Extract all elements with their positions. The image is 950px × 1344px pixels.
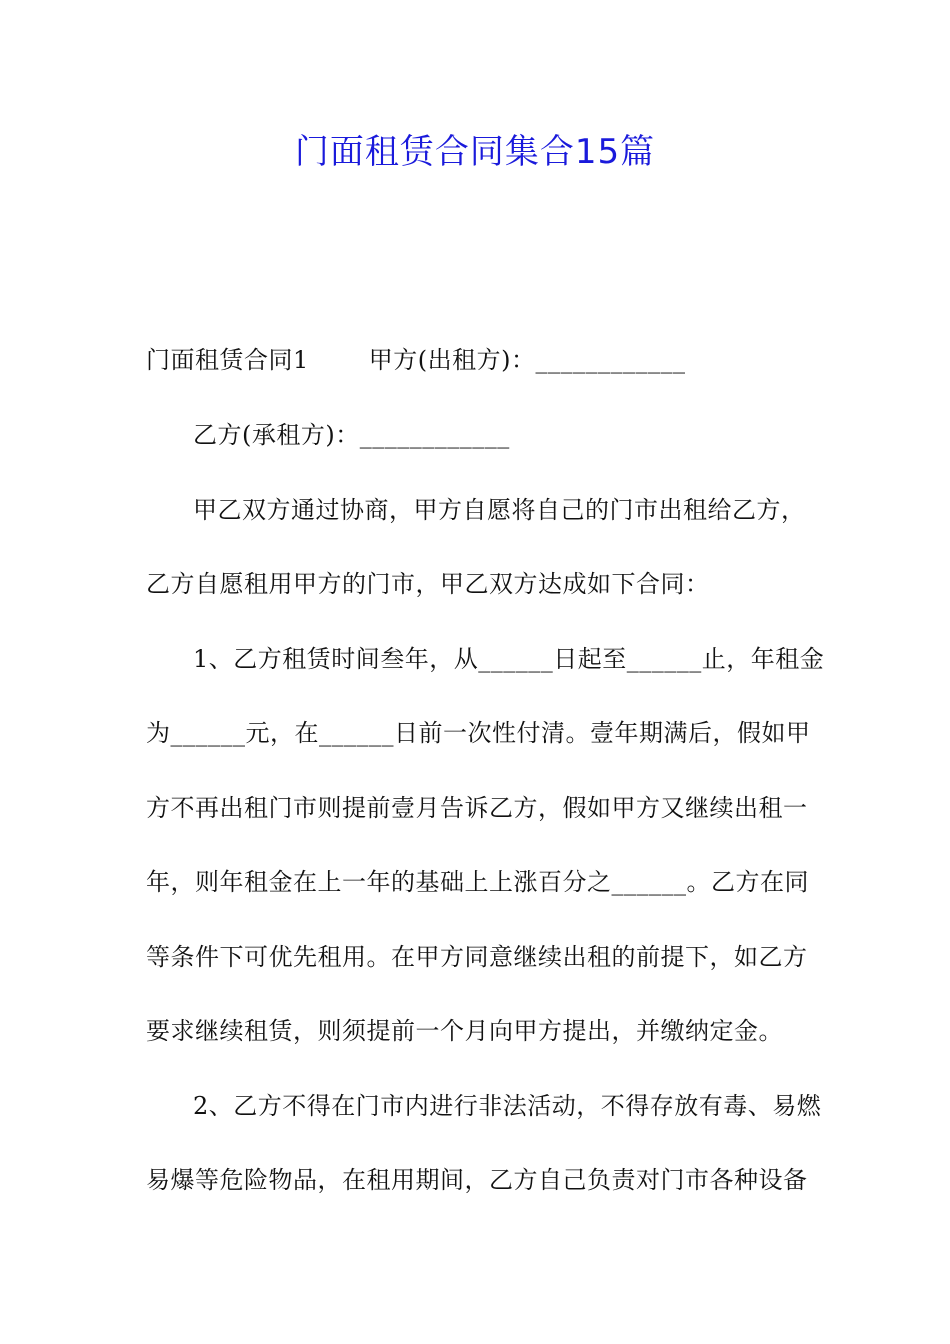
clause-2-line: 2、乙方不得在门市内进行非法活动，不得存放有毒、易燃 (193, 1092, 822, 1120)
paragraph-line: 乙方自愿租用甲方的门市，甲乙双方达成如下合同： (146, 570, 710, 598)
contract-heading-line (146, 342, 826, 378)
clause-1-line: 等条件下可优先租用。在甲方同意继续出租的前提下，如乙方 (146, 943, 808, 971)
contract-number-label: 门面租赁合同1 (146, 346, 309, 374)
document-title: 门面租赁合同集合15篇 (294, 132, 656, 172)
clause-2-line: 易爆等危险物品，在租用期间，乙方自己负责对门市各种设备 (146, 1166, 808, 1194)
clause-1-line: 1、乙方租赁时间叁年，从______日起至______止，年租金 (193, 645, 825, 673)
party-a-field: 甲方(出租方)：____________ (368, 346, 686, 374)
clause-1-line: 年，则年租金在上一年的基础上上涨百分之______。乙方在同 (146, 868, 809, 896)
clause-1-line: 方不再出租门市则提前壹月告诉乙方，假如甲方又继续出租一 (146, 794, 808, 822)
clause-1-line: 为______元，在______日前一次性付清。壹年期满后，假如甲 (146, 719, 811, 747)
party-b-field: 乙方(承租方)：____________ (193, 421, 510, 449)
clause-1-line: 要求继续租赁，则须提前一个月向甲方提出，并缴纳定金。 (146, 1017, 783, 1045)
paragraph-line: 甲乙双方通过协商，甲方自愿将自己的门市出租给乙方， (193, 496, 806, 524)
